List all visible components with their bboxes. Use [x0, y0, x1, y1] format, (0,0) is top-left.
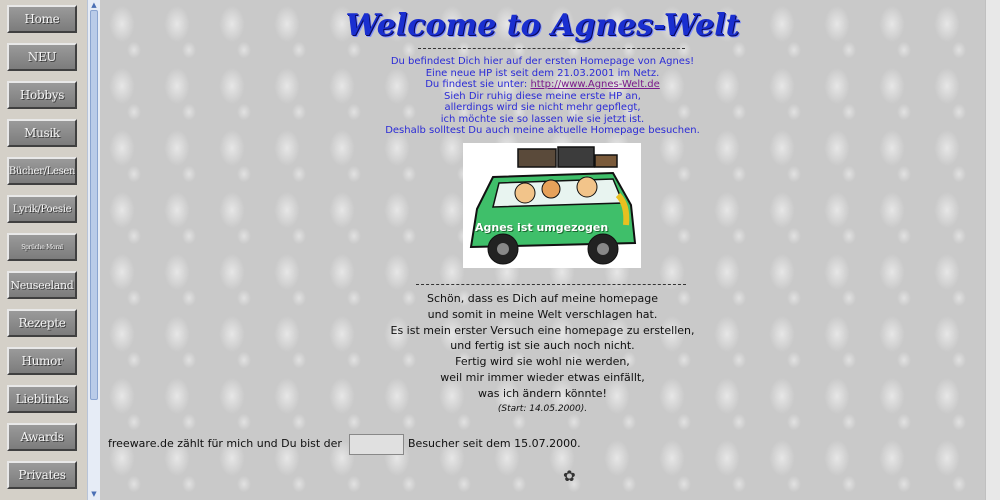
page-title: Welcome to Agnes-Welt: [345, 8, 740, 43]
intro-line: Sieh Dir ruhig diese meine erste HP an,: [444, 90, 641, 102]
counter-text: freeware.de zählt für mich und Du bist der: [108, 437, 342, 450]
nav-neuseeland-button[interactable]: Neuseeland: [7, 271, 77, 299]
intro-line: Deshalb solltest Du auch meine aktuelle Homepage besuchen.: [385, 125, 700, 136]
scroll-up-arrow-icon[interactable]: ▲: [91, 1, 97, 9]
nav-neu-button[interactable]: NEU: [7, 43, 77, 71]
welcome-line: und somit in meine Welt verschlagen hat.: [427, 307, 658, 321]
nav-lieblinks-button[interactable]: Lieblinks: [7, 385, 77, 413]
intro-line: allerdings wird sie nicht mehr gepflegt,: [444, 102, 641, 113]
divider: [416, 284, 686, 285]
scroll-down-arrow-icon[interactable]: ▼: [91, 490, 97, 498]
welcome-line: Fertig wird sie wohl nie werden,: [455, 355, 630, 369]
intro-line: Eine neue HP ist seit dem 21.03.2001 im Netz.: [425, 67, 660, 79]
intro-line-text: Du findest sie unter:: [425, 79, 528, 90]
welcome-line: weil mir immer wieder etwas einfällt,: [440, 370, 645, 384]
nav-awards-button[interactable]: Awards: [7, 423, 77, 451]
navigation-frame: [0, 0, 87, 500]
visitor-counter-image[interactable]: [349, 434, 404, 455]
start-date-note: (Start: 14.05.2000).: [497, 403, 588, 414]
moved-car-image[interactable]: [463, 143, 641, 268]
intro-line: ich möchte sie so lassen wie sie jetzt ist.: [440, 113, 645, 125]
welcome-line: Es ist mein erster Versuch eine homepage zu erstellen,: [390, 323, 695, 337]
nav-hobbys-button[interactable]: Hobbys: [7, 81, 77, 109]
nav-home-button[interactable]: Home: [7, 5, 77, 33]
nav-humor-button[interactable]: Humor: [7, 347, 77, 375]
footer-animal-icon[interactable]: ✿: [563, 467, 576, 485]
intro-line: Du befindest Dich hier auf der ersten Homepage von Agnes!: [390, 56, 695, 67]
welcome-line: und fertig ist sie auch noch nicht.: [450, 339, 635, 353]
nav-sprueche-button[interactable]: Sprüche Moral: [7, 233, 77, 261]
nav-scrollbar[interactable]: [87, 0, 100, 500]
intro-line: [100, 79, 985, 91]
nav-lyrik-button[interactable]: Lyrik/Poesie: [7, 195, 77, 223]
welcome-line: was ich ändern könnte!: [478, 386, 607, 400]
welcome-line: Schön, dass es Dich auf meine homepage: [427, 292, 658, 305]
nav-musik-button[interactable]: Musik: [7, 119, 77, 147]
moved-label: Agnes ist umgezogen: [475, 221, 609, 234]
main-scrollbar[interactable]: [985, 0, 1000, 500]
counter-after-text: Besucher seit dem 15.07.2000.: [408, 437, 581, 450]
nav-privates-button[interactable]: Privates: [7, 461, 77, 489]
nav-scrollbar-thumb[interactable]: [90, 10, 98, 400]
main-content-frame: [100, 0, 985, 500]
agnes-welt-link[interactable]: http://www.Agnes-Welt.de: [530, 79, 660, 90]
nav-buecher-button[interactable]: Bücher/Lesen: [7, 157, 77, 185]
divider: [418, 48, 685, 49]
welcome-text: [100, 291, 985, 417]
intro-text: [100, 56, 985, 137]
car-illustration-icon: [463, 143, 641, 268]
nav-rezepte-button[interactable]: Rezepte: [7, 309, 77, 337]
